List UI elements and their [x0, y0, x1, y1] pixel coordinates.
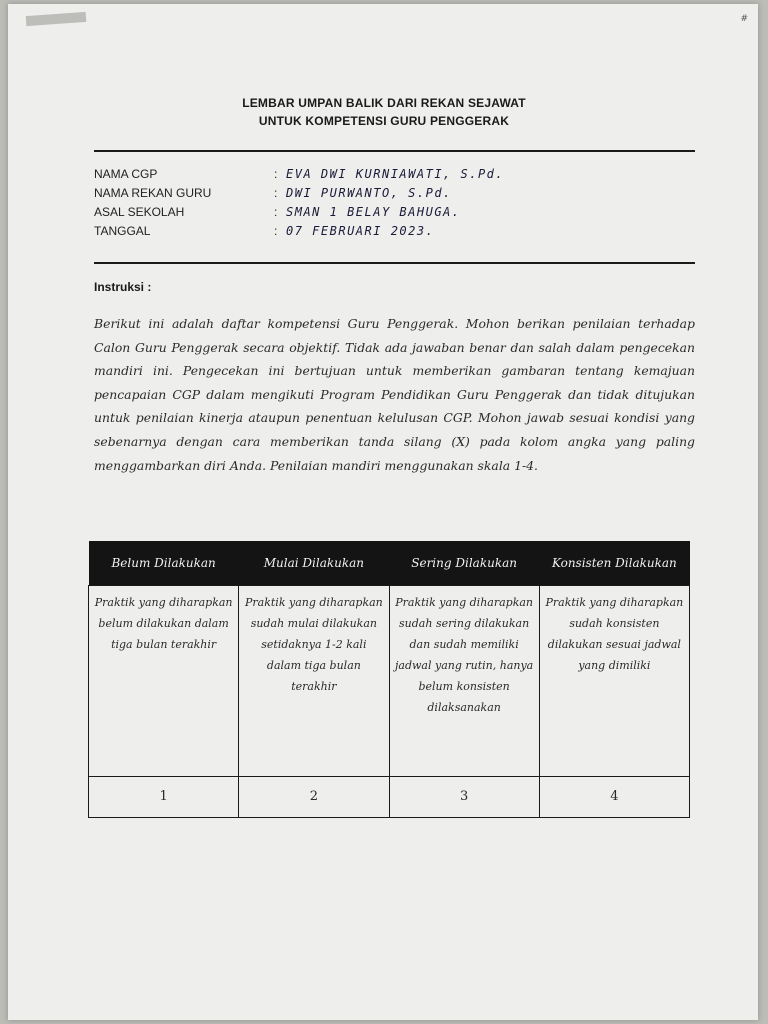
- info-row-asal-sekolah: ASAL SEKOLAH : SMAN 1 BELAY BAHUGA.: [94, 204, 461, 219]
- info-label: NAMA CGP: [94, 166, 158, 181]
- title-line-2: UNTUK KOMPETENSI GURU PENGGERAK: [258, 114, 510, 128]
- page-number: #: [740, 14, 748, 24]
- scale-number-cell[interactable]: 1: [89, 777, 239, 818]
- scale-description-row: [89, 586, 690, 777]
- info-label: TANGGAL: [94, 223, 151, 238]
- scale-description: Praktik yang diharapkan sudah konsisten dilakukan sesuai jadwal yang dimiliki: [539, 586, 689, 777]
- identity-section: [94, 164, 694, 240]
- scale-number-cell[interactable]: 4: [539, 777, 689, 818]
- document-title: [0, 94, 768, 130]
- scale-header: Belum Dilakukan: [89, 541, 239, 586]
- instructions-body: Berikut ini adalah daftar kompetensi Guru Penggerak. Mohon berikan penilaian terhadap Calon Guru Penggerak secara objektif. Tidak ada jawaban benar dan salah dalam pengecekan mandiri ini. Pengecekan ini bertujuan untuk memberikan gambaran tentang kemajuan pencapaian CGP dalam mengikuti Program Pendidikan Guru Penggerak dan tidak ditujukan untuk penilaian kinerja ataupun penentuan kelulusan CGP. Mohon jawab sesuai kondisi yang sebenarnya dengan cara memberikan tanda silang (X) pada kolom angka yang paling menggambarkan diri Anda. Penilaian mandiri menggunakan skala 1-4.: [94, 316, 695, 473]
- info-value[interactable]: SMAN 1 BELAY BAHUGA.: [286, 204, 461, 219]
- scale-description: Praktik yang diharapkan sudah sering dilakukan dan sudah memiliki jadwal yang rutin, hanya belum konsisten dilaksanakan: [389, 586, 539, 777]
- info-value[interactable]: 07 FEBRUARI 2023.: [286, 223, 435, 238]
- info-row-nama-cgp: NAMA CGP : EVA DWI KURNIAWATI, S.Pd.: [94, 166, 505, 181]
- info-row-nama-rekan-guru: NAMA REKAN GURU : DWI PURWANTO, S.Pd.: [94, 185, 452, 200]
- scale-number-row: [89, 777, 690, 818]
- scale-header: Sering Dilakukan: [389, 541, 539, 586]
- scale-description: Praktik yang diharapkan sudah mulai dilakukan setidaknya 1-2 kali dalam tiga bulan terakhir: [239, 586, 389, 777]
- scale-header-row: [89, 541, 690, 586]
- info-label: ASAL SEKOLAH: [94, 204, 185, 219]
- tape-mark: [26, 12, 87, 26]
- paper-sheet: [8, 4, 758, 1020]
- info-value[interactable]: EVA DWI KURNIAWATI, S.Pd.: [286, 166, 505, 181]
- info-value[interactable]: DWI PURWANTO, S.Pd.: [286, 185, 452, 200]
- divider-top: [94, 150, 695, 152]
- title-line-1: LEMBAR UMPAN BALIK DARI REKAN SEJAWAT: [242, 96, 526, 110]
- instructions-heading: Instruksi :: [94, 280, 152, 294]
- scale-header: Mulai Dilakukan: [239, 541, 389, 586]
- scale-description: Praktik yang diharapkan belum dilakukan dalam tiga bulan terakhir: [89, 586, 239, 777]
- scale-number-cell[interactable]: 3: [389, 777, 539, 818]
- divider-bottom: [94, 262, 695, 264]
- rating-scale-table: [88, 541, 690, 818]
- info-row-tanggal: TANGGAL : 07 FEBRUARI 2023.: [94, 223, 435, 238]
- info-label: NAMA REKAN GURU: [94, 185, 212, 200]
- scale-header: Konsisten Dilakukan: [539, 541, 689, 586]
- scale-number-cell[interactable]: 2: [239, 777, 389, 818]
